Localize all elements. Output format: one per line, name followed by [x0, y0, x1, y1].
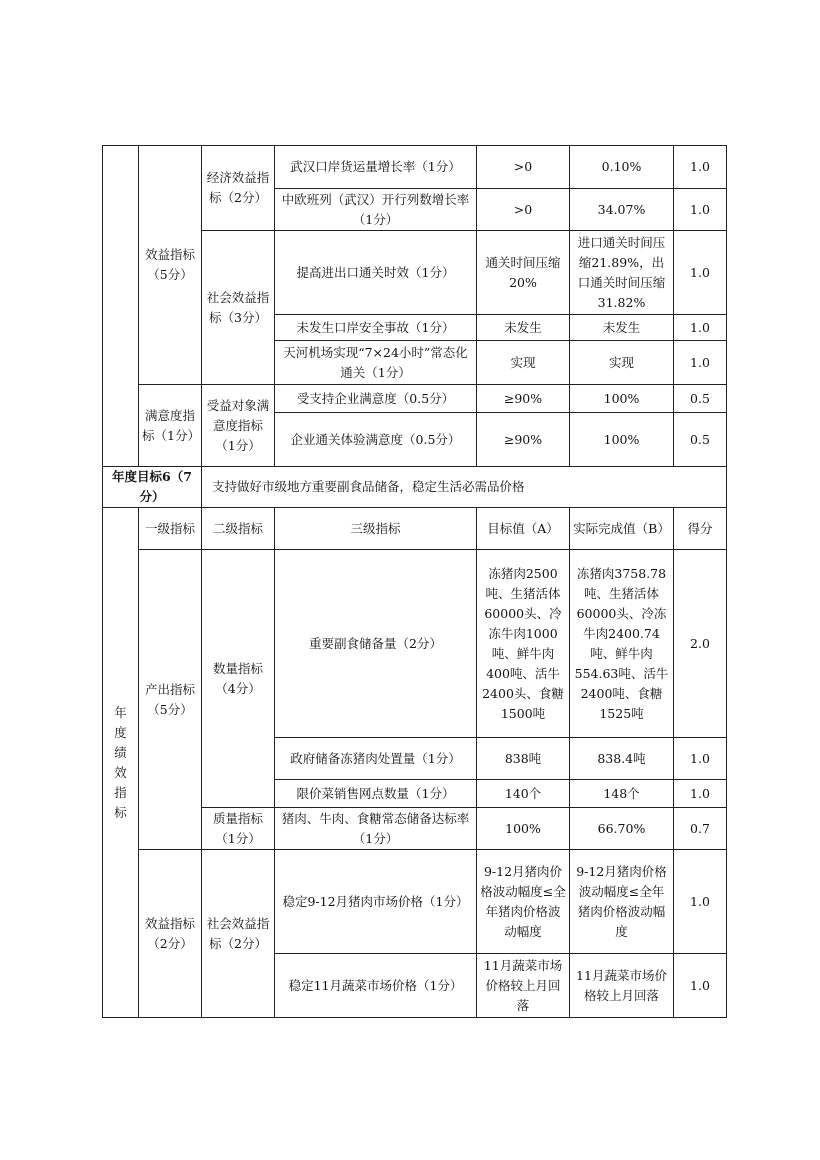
level3-cell: 重要副食储备量（2分） — [275, 550, 477, 738]
actual-cell: 66.70% — [570, 808, 674, 850]
header-level3: 三级指标 — [275, 508, 477, 550]
table-row — [103, 850, 727, 954]
target-cell: 838吨 — [477, 738, 570, 780]
performance-indicator-table — [102, 145, 727, 1018]
target-cell: 100% — [477, 808, 570, 850]
score-cell: 1.0 — [674, 850, 727, 954]
level2-cell: 数量指标（4分） — [202, 550, 275, 808]
header-level2: 二级指标 — [202, 508, 275, 550]
target-cell: ≥90% — [477, 385, 570, 413]
level3-cell: 稳定11月蔬菜市场价格（1分） — [275, 954, 477, 1018]
header-level1: 一级指标 — [139, 508, 202, 550]
level3-cell: 天河机场实现“7×24小时”常态化通关（1分） — [275, 341, 477, 385]
score-cell: 1.0 — [674, 738, 727, 780]
score-cell: 1.0 — [674, 780, 727, 808]
level1-cell: 效益指标（5分） — [139, 146, 202, 385]
level3-cell: 提高进出口通关时效（1分） — [275, 231, 477, 315]
level3-cell: 受支持企业满意度（0.5分） — [275, 385, 477, 413]
actual-cell: 148个 — [570, 780, 674, 808]
goal-row — [103, 467, 727, 508]
score-cell: 2.0 — [674, 550, 727, 738]
actual-cell: 进口通关时间压缩21.89%，出口通关时间压缩31.82% — [570, 231, 674, 315]
actual-cell: 9-12月猪肉价格波动幅度≤全年猪肉价格波动幅度 — [570, 850, 674, 954]
table-row — [103, 146, 727, 189]
target-cell: 9-12月猪肉价格波动幅度≤全年猪肉价格波动幅度 — [477, 850, 570, 954]
header-score: 得分 — [674, 508, 727, 550]
level3-cell: 政府储备冻猪肉处置量（1分） — [275, 738, 477, 780]
target-cell: 通关时间压缩20% — [477, 231, 570, 315]
level2-cell: 受益对象满意度指标（1分） — [202, 385, 275, 467]
table-row — [103, 385, 727, 413]
level2-cell: 质量指标（1分） — [202, 808, 275, 850]
score-cell: 0.7 — [674, 808, 727, 850]
level1-cell: 满意度指标（1分） — [139, 385, 202, 467]
level2-cell: 社会效益指标（3分） — [202, 231, 275, 385]
score-cell: 1.0 — [674, 231, 727, 315]
level3-cell: 企业通关体验满意度（0.5分） — [275, 413, 477, 467]
header-target: 目标值（A） — [477, 508, 570, 550]
level2-cell: 经济效益指标（2分） — [202, 146, 275, 231]
actual-cell: 0.10% — [570, 146, 674, 189]
score-cell: 1.0 — [674, 189, 727, 231]
target-cell: 11月蔬菜市场价格较上月回落 — [477, 954, 570, 1018]
level1-cell: 效益指标（2分） — [139, 850, 202, 1018]
target-cell: 未发生 — [477, 315, 570, 341]
target-cell: 140个 — [477, 780, 570, 808]
score-cell: 1.0 — [674, 954, 727, 1018]
target-cell: 冻猪肉2500吨、生猪活体60000头、冷冻牛肉1000吨、鲜牛肉400吨、活牛2400头、食糖1500吨 — [477, 550, 570, 738]
level3-cell: 武汉口岸货运量增长率（1分） — [275, 146, 477, 189]
target-cell: >0 — [477, 146, 570, 189]
goal-description: 支持做好市级地方重要副食品储备，稳定生活必需品价格 — [202, 467, 727, 508]
score-cell: 1.0 — [674, 341, 727, 385]
level2-cell: 社会效益指标（2分） — [202, 850, 275, 1018]
header-actual: 实际完成值（B） — [570, 508, 674, 550]
table-row — [103, 550, 727, 738]
header-row — [103, 508, 727, 550]
target-cell: >0 — [477, 189, 570, 231]
actual-cell: 838.4吨 — [570, 738, 674, 780]
actual-cell: 11月蔬菜市场价格较上月回落 — [570, 954, 674, 1018]
level3-cell: 未发生口岸安全事故（1分） — [275, 315, 477, 341]
annual-indicator-cell — [103, 146, 139, 467]
actual-cell: 100% — [570, 413, 674, 467]
target-cell: 实现 — [477, 341, 570, 385]
level3-cell: 限价菜销售网点数量（1分） — [275, 780, 477, 808]
actual-cell: 34.07% — [570, 189, 674, 231]
actual-cell: 未发生 — [570, 315, 674, 341]
score-cell: 0.5 — [674, 413, 727, 467]
goal-title: 年度目标6（7分） — [103, 467, 202, 508]
score-cell: 1.0 — [674, 315, 727, 341]
level3-cell: 猪肉、牛肉、食糖常态储备达标率（1分） — [275, 808, 477, 850]
annual-indicator-label: 年度绩效指标 — [103, 508, 139, 1018]
actual-cell: 冻猪肉3758.78吨、生猪活体60000头、冷冻牛肉2400.74吨、鲜牛肉554.63吨、活牛2400吨、食糖1525吨 — [570, 550, 674, 738]
level3-cell: 中欧班列（武汉）开行列数增长率（1分） — [275, 189, 477, 231]
score-cell: 1.0 — [674, 146, 727, 189]
level1-cell: 产出指标（5分） — [139, 550, 202, 850]
actual-cell: 实现 — [570, 341, 674, 385]
target-cell: ≥90% — [477, 413, 570, 467]
actual-cell: 100% — [570, 385, 674, 413]
level3-cell: 稳定9-12月猪肉市场价格（1分） — [275, 850, 477, 954]
score-cell: 0.5 — [674, 385, 727, 413]
